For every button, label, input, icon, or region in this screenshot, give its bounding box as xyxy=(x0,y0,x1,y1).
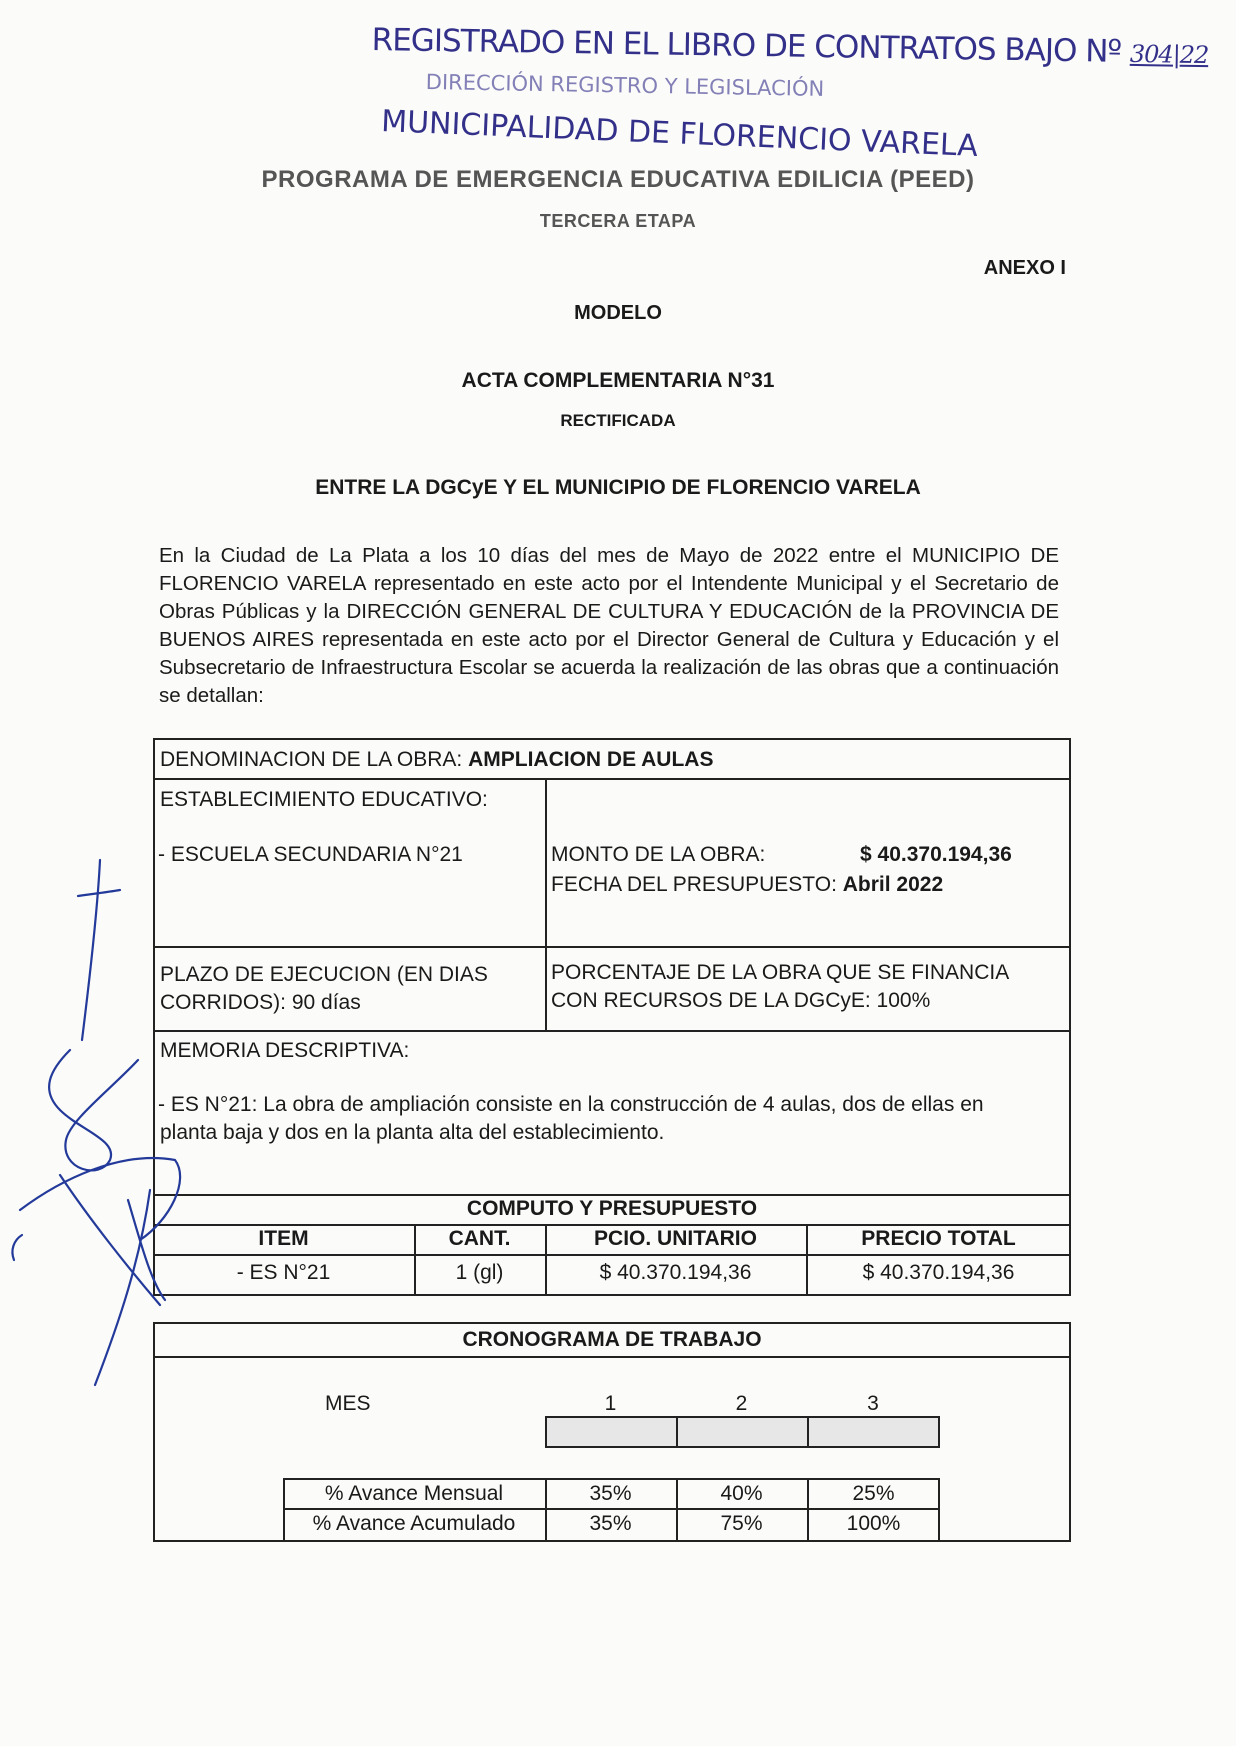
gantt-month-1 xyxy=(545,1416,678,1448)
budget-header-unit-price: PCIO. UNITARIO xyxy=(594,1227,757,1250)
program-title: PROGRAMA DE EMERGENCIA EDUCATIVA EDILICIA (PEED) xyxy=(261,166,975,193)
budget-cell-item: - ES N°21 xyxy=(236,1261,331,1284)
rectified-label: RECTIFICADA xyxy=(560,411,676,430)
progress-cumulative-1: 35% xyxy=(589,1512,632,1535)
month-2: 2 xyxy=(735,1392,748,1415)
registry-stamp-line1: REGISTRADO EN EL LIBRO DE CONTRATOS BAJO Nº 304|22 xyxy=(371,22,1209,70)
financing-line2: CON RECURSOS DE LA DGCyE: 100% xyxy=(551,989,931,1012)
term-line2: CORRIDOS): 90 días xyxy=(160,991,361,1014)
budget-date-label: FECHA DEL PRESUPUESTO: xyxy=(551,873,837,896)
budget-date-value: Abril 2022 xyxy=(842,873,944,896)
acta-title: ACTA COMPLEMENTARIA N°31 xyxy=(461,369,775,392)
progress-cumulative-label: % Avance Acumulado xyxy=(312,1512,516,1535)
progress-monthly-label: % Avance Mensual xyxy=(324,1482,504,1505)
handwritten-signature-icon xyxy=(0,840,200,1400)
registry-stamp-line3: MUNICIPALIDAD DE FLORENCIO VARELA xyxy=(380,104,979,164)
intro-paragraph: En la Ciudad de La Plata a los 10 días del mes de Mayo de 2022 entre el MUNICIPIO DE FLORENCIO VARELA representado en este acto por el Intendente Municipal y el Secretario de Obras Públicas y la DIRECCIÓN GENERAL DE CULTURA Y EDUCACIÓN de la PROVINCIA DE BUENOS AIRES representada en este acto por el Director General de Cultura y Educación y el Subsecretario de Infraestructura Escolar se acuerda la realización de las obras que a continuación se detallan: xyxy=(159,544,1059,707)
registry-stamp-line2: DIRECCIÓN REGISTRO Y LEGISLACIÓN xyxy=(425,70,825,101)
denomination-row xyxy=(160,746,713,774)
establishment-label: ESTABLECIMIENTO EDUCATIVO: xyxy=(160,788,488,811)
model-label: MODELO xyxy=(574,302,662,324)
establishment-value: - ESCUELA SECUNDARIA N°21 xyxy=(158,843,463,866)
memory-label: MEMORIA DESCRIPTIVA: xyxy=(160,1039,410,1062)
denomination-label: DENOMINACION DE LA OBRA: xyxy=(160,748,463,771)
schedule-title: CRONOGRAMA DE TRABAJO xyxy=(462,1328,762,1351)
stamp-suffix: 22 xyxy=(1179,40,1209,70)
parties-title: ENTRE LA DGCyE Y EL MUNICIPIO DE FLORENCIO VARELA xyxy=(315,476,921,499)
month-3: 3 xyxy=(867,1392,879,1415)
budget-cell-unit-price: $ 40.370.194,36 xyxy=(599,1261,752,1284)
denomination-value: AMPLIACION DE AULAS xyxy=(468,748,714,771)
annex-label: ANEXO I xyxy=(983,257,1066,279)
amount-value: $ 40.370.194,36 xyxy=(860,843,1012,866)
stamp-number: 304 xyxy=(1129,39,1173,69)
progress-monthly-3: 25% xyxy=(852,1482,895,1505)
budget-cell-qty: 1 (gl) xyxy=(455,1261,504,1284)
progress-monthly-1: 35% xyxy=(589,1482,632,1505)
memory-line1: - ES N°21: La obra de ampliación consiste en la construcción de 4 aulas, dos de ellas en xyxy=(158,1093,984,1116)
progress-cumulative-3: 100% xyxy=(846,1512,901,1535)
stamp-prefix: REGISTRADO EN EL LIBRO DE CONTRATOS BAJO Nº xyxy=(371,22,1122,70)
budget-header-qty: CANT. xyxy=(448,1227,511,1250)
memory-line2: planta baja y dos en la planta alta del establecimiento. xyxy=(160,1121,665,1144)
financing-line1: PORCENTAJE DE LA OBRA QUE SE FINANCIA xyxy=(551,961,1010,984)
gantt-month-3 xyxy=(807,1416,940,1448)
month-1: 1 xyxy=(604,1392,617,1415)
budget-title: COMPUTO Y PRESUPUESTO xyxy=(466,1197,758,1220)
budget-date-row xyxy=(551,871,943,899)
budget-cell-total-price: $ 40.370.194,36 xyxy=(862,1261,1015,1284)
progress-monthly-2: 40% xyxy=(720,1482,763,1505)
budget-header-item: ITEM xyxy=(258,1227,309,1250)
gantt-month-2 xyxy=(676,1416,809,1448)
month-label: MES xyxy=(325,1392,371,1415)
budget-header-total-price: PRECIO TOTAL xyxy=(861,1227,1016,1250)
amount-label: MONTO DE LA OBRA: xyxy=(551,843,766,866)
progress-cumulative-2: 75% xyxy=(720,1512,763,1535)
program-stage: TERCERA ETAPA xyxy=(539,211,697,231)
term-line1: PLAZO DE EJECUCION (EN DIAS xyxy=(160,963,488,986)
